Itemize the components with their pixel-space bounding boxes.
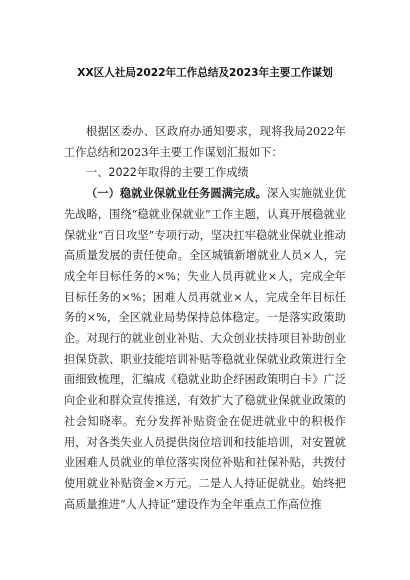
intro-paragraph: 根据区委办、区政府办通知要求，现将我局2022年工作总结和2023年主要工作谋划汇报如下：	[64, 125, 346, 159]
subsection-heading: （一）稳就业保就业任务圆满完成。	[86, 187, 267, 201]
document-title: XX区人社局2022年工作总结及2023年主要工作谋划	[77, 67, 333, 79]
document-body	[64, 122, 346, 515]
subsection-paragraph	[64, 184, 346, 515]
section-heading: 一、2022年取得的主要工作成绩	[86, 166, 249, 180]
subsection-body: 深入实施就业优先战略，围绕“稳就业保就业”工作主题，认真开展稳就业保就业“百日攻坚”专项行动，坚决扛牢稳就业保就业推动高质量发展的责任使命。全区城镇新增就业人员×人，完成全年目标任务的×%；失业人员再就业×人，完成全年目标任务的×%；困难人员再就业×人，完成全年目标任务的×%，全区就业局势保持总体稳定。一是落实政策助企。对现行的就业创业补贴、大众创业扶持项目补助创业担保贷款、职业技能培训补贴等稳就业保就业政策进行全面细致梳理，汇编成《稳就业助企纾困政策明白卡》广泛向企业和群众宣传推送，有效扩大了稳就业保就业政策的社会知晓率。充分发挥补贴资金在促进就业中的积极作用，对各类失业人员提供岗位培训和技能培训，对安置就业困难人员就业的单位落实岗位补贴和社保补贴，共拨付使用就业补贴资金×万元。二是人人持证促就业。始终把高质量推进“人人持证”建设作为全年重点工作高位推	[64, 187, 346, 511]
